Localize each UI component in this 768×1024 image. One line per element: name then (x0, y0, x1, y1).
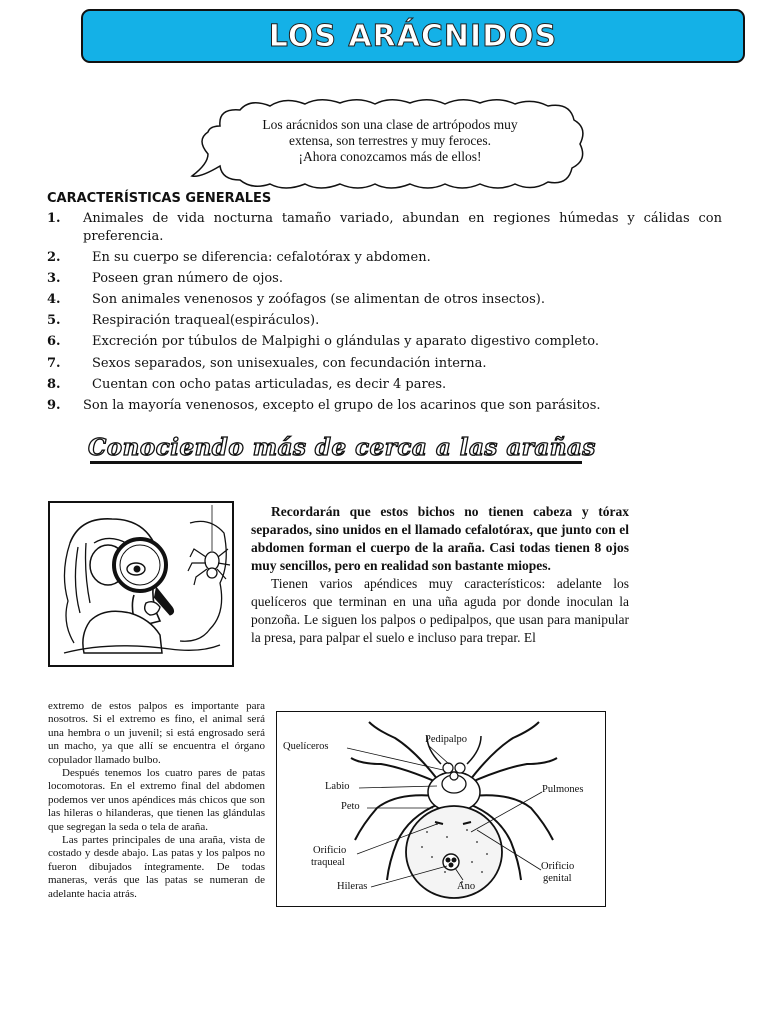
subtitle-underline (90, 461, 582, 464)
left-paragraph: Las partes principales de una araña, vista de costado y desde abajo. Las patas y los palpos no fueron dibujados íntegramente. De todas maneras, verás que las patas se numeran de adelante hacia atrás. (48, 834, 265, 900)
spider-diagram-frame (276, 711, 606, 907)
label-orificio-genital: Orificio (541, 861, 575, 872)
label-ano: Ano (457, 881, 476, 892)
bubble-line: ¡Ahora conozcamos más de ellos! (298, 149, 482, 164)
item-text: Poseen gran número de ojos. (92, 270, 283, 286)
bubble-line: Los arácnidos son una clase de artrópodos muy (262, 117, 518, 132)
item-number: 4. (47, 292, 61, 308)
label-orificio-genital: genital (543, 873, 572, 884)
bubble-line: extensa, son terrestres y muy feroces. (288, 133, 492, 148)
item-text: Cuentan con ocho patas articuladas, es decir 4 pares. (92, 376, 447, 392)
item-number: 2. (47, 249, 61, 265)
list-item (47, 249, 722, 267)
item-number: 1. (47, 211, 61, 226)
list-item (47, 312, 722, 330)
item-text: Animales de vida nocturna tamaño variado, abundan en regiones húmedas y cálidas con preferencia. (83, 211, 722, 244)
list-item (47, 270, 722, 288)
item-number: 8. (47, 376, 61, 392)
label-hileras: Hileras (337, 881, 368, 892)
label-pedipalpo: Pedipalpo (425, 734, 467, 745)
list-item (47, 333, 722, 351)
list-item (47, 291, 722, 309)
label-orificio-traqueal: Orificio (313, 845, 347, 856)
intro-bold-paragraph: Recordarán que estos bichos no tienen cabeza y tórax separados, sino unidos en el llamado cefalotórax, que junto con el abdomen forman el cuerpo de la araña. Casi todas tienen 8 ojos muy sencillos, pero en realidad son bastante miopes. (251, 504, 629, 573)
item-text: Son animales venenosos y zoófagos (se alimentan de otros insectos). (92, 292, 546, 308)
section-subtitle: Conociendo más de cerca a las arañas (88, 434, 596, 461)
item-number: 6. (47, 334, 61, 350)
item-number: 9. (47, 398, 61, 413)
item-number: 5. (47, 313, 61, 329)
characteristics-list (47, 210, 722, 418)
intro-paragraph: Tienen varios apéndices muy característicos: adelante los quelíceros que terminan en una uña aguda por donde inoculan la ponzoña. Le siguen los palpos o pedipalpos, que usan para manipular la presa, para palpar el suelo e incluso para trepar. El (251, 576, 629, 645)
page-title: LOS ARÁCNIDOS (268, 18, 558, 54)
item-text: Excreción por túbulos de Malpighi o glándulas y aparato digestivo completo. (92, 334, 600, 350)
girl-with-magnifying-glass-icon (50, 503, 232, 665)
title-banner (81, 9, 745, 63)
list-item (47, 355, 722, 373)
list-item (47, 397, 722, 415)
item-text: Sexos separados, son unisexuales, con fecundación interna. (92, 355, 487, 371)
item-text: Son la mayoría venenosos, excepto el grupo de los acarinos que son parásitos. (83, 398, 601, 413)
item-text: Respiración traqueal(espiráculos). (92, 313, 320, 329)
label-queliceros: Quelíceros (283, 741, 329, 752)
label-pulmones: Pulmones (542, 784, 584, 795)
list-item (47, 376, 722, 394)
item-number: 3. (47, 270, 61, 286)
girl-illustration-frame (48, 501, 234, 667)
label-labio: Labio (325, 781, 350, 792)
intro-text (251, 503, 629, 647)
left-paragraph: extremo de estos palpos es importante para nosotros. Si el extremo es fino, el animal será una hembra o un juvenil; si está engrosado será un macho, ya que allí se encuentra el órgano copulador llamado bulbo. (48, 700, 265, 766)
item-text: En su cuerpo se diferencia: cefalotórax y abdomen. (92, 249, 431, 265)
left-column-text (48, 700, 265, 901)
label-orificio-traqueal: traqueal (311, 857, 345, 868)
left-paragraph: Después tenemos los cuatro pares de patas locomotoras. En el extremo final del abdomen podemos ver unos apéndices más chicos que son las hileras o hilanderas, que tienen las glándulas que segregan la seda o tela de araña. (48, 767, 265, 833)
list-item (47, 210, 722, 245)
section-heading: CARACTERÍSTICAS GENERALES (47, 191, 272, 206)
label-peto: Peto (341, 801, 360, 812)
bubble-text (215, 117, 565, 165)
item-number: 7. (47, 355, 61, 371)
